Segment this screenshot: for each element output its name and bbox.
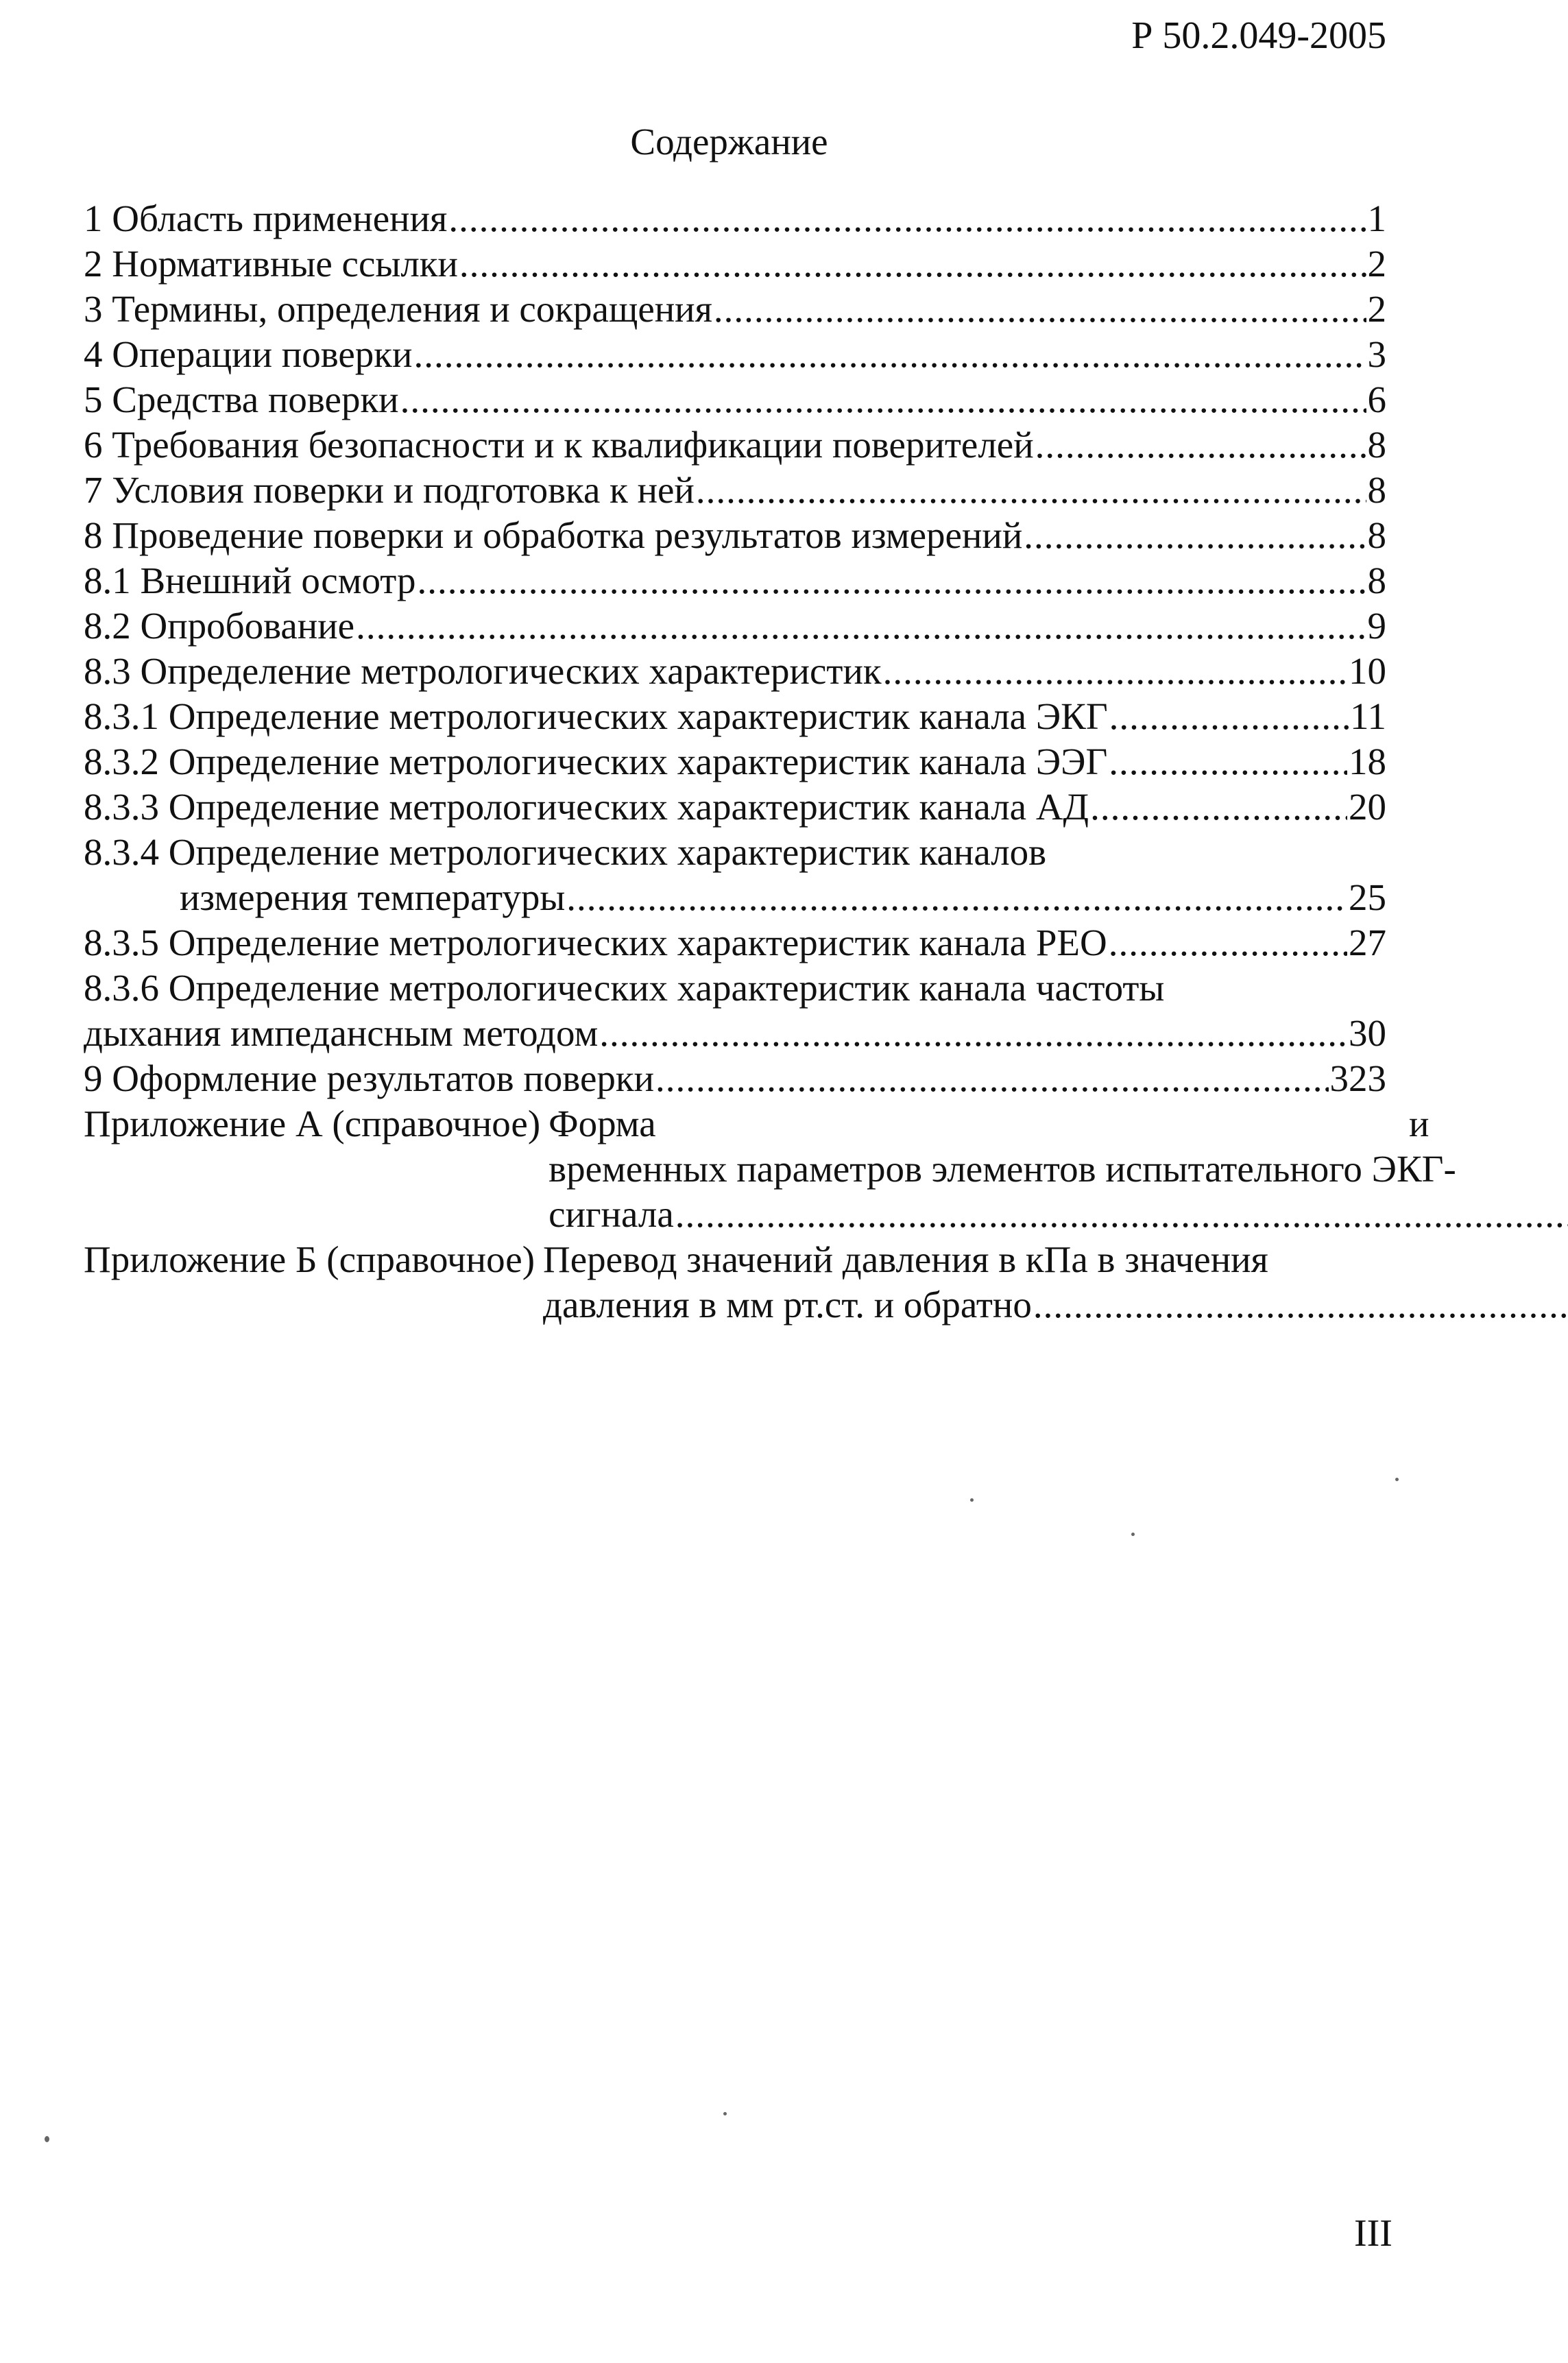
toc-entry-page: 27 <box>1349 922 1386 963</box>
toc-entry-page: 1 <box>1367 197 1386 239</box>
toc-entry-page: 8 <box>1367 560 1386 601</box>
dot-leader <box>1109 920 1347 965</box>
dot-leader <box>356 603 1366 649</box>
appendix-b-line: давления в мм рт.ст. и обратно <box>543 1284 1032 1326</box>
toc-entry <box>84 649 1386 694</box>
toc-entry-title-line: 8.3.4 Определение метрологических характеристик каналов <box>84 831 1047 873</box>
toc-entry-page: 2 <box>1367 243 1386 285</box>
toc-entry-title: 8.3.3 Определение метрологических характеристик канала АД <box>84 786 1089 828</box>
toc-entry-title: 8.1 Внешний осмотр <box>84 560 416 601</box>
scan-speck <box>45 2136 49 2142</box>
appendix-a-line <box>548 1101 1568 1147</box>
scan-speck <box>970 1498 974 1502</box>
dot-leader <box>418 558 1366 603</box>
toc-entry-page: 8 <box>1367 424 1386 466</box>
toc-title: Содержание <box>630 121 828 163</box>
dot-leader <box>696 468 1366 513</box>
appendix-b-body <box>535 1237 1568 1328</box>
toc-entry-title: 1 Область применения <box>84 197 448 239</box>
dot-leader <box>400 377 1366 422</box>
toc-entry-page: 11 <box>1350 695 1386 737</box>
toc-entry-title: 8.2 Опробование <box>84 605 355 647</box>
toc-entry-title: 6 Требования безопасности и к квалификации поверителей <box>84 424 1034 466</box>
toc-entry <box>84 558 1386 603</box>
appendix-b-label: Приложение Б (справочное) <box>84 1238 535 1280</box>
toc-entry <box>84 1056 1386 1101</box>
toc-entry-page: 18 <box>1349 741 1386 782</box>
dot-leader <box>675 1192 1568 1237</box>
toc-entry-title: 8.3 Определение метрологических характеристик <box>84 650 882 692</box>
toc-entry <box>84 422 1386 468</box>
toc-entry-page: 2 <box>1367 288 1386 330</box>
appendix-a-last-line <box>548 1192 1568 1237</box>
appendix-b-last-line <box>543 1282 1568 1328</box>
scan-speck <box>1131 1533 1135 1536</box>
toc-entry <box>84 784 1386 830</box>
document-code: Р 50.2.049-2005 <box>1131 14 1386 57</box>
toc-entry <box>84 287 1386 332</box>
toc-entry <box>84 468 1386 513</box>
dot-leader <box>459 241 1366 287</box>
toc-entry <box>84 332 1386 377</box>
appendix-b-entry <box>84 1237 1386 1328</box>
toc-entry-page: 6 <box>1367 379 1386 420</box>
dot-leader <box>714 287 1366 332</box>
table-of-contents <box>84 196 1456 1328</box>
toc-entry-title: 5 Средства поверки <box>84 379 399 420</box>
dot-leader <box>1109 739 1347 784</box>
appendix-a-label: Приложение А (справочное) <box>84 1103 541 1144</box>
appendix-a-word: Форма <box>548 1103 656 1144</box>
appendix-a-line: временных параметров элементов испытательного ЭКГ- <box>548 1148 1456 1190</box>
toc-entry-page: 323 <box>1329 1057 1386 1099</box>
dot-leader <box>1035 422 1366 468</box>
toc-entry-title: дыхания импедансным методом <box>84 1012 599 1054</box>
dot-leader <box>413 332 1366 377</box>
toc-entry <box>84 241 1386 287</box>
toc-entry-title: 9 Оформление результатов поверки <box>84 1057 655 1099</box>
toc-entry <box>84 196 1386 241</box>
dot-leader <box>1033 1282 1568 1328</box>
appendix-b-line: Перевод значений давления в кПа в значения <box>543 1238 1268 1280</box>
dot-leader <box>448 196 1366 241</box>
toc-entry <box>84 694 1386 739</box>
toc-entry-title: 7 Условия поверки и подготовка к ней <box>84 469 695 511</box>
toc-entry-title: 8 Проведение поверки и обработка результатов измерений <box>84 514 1023 556</box>
toc-entry-title: 8.3.5 Определение метрологических характеристик канала РЕО <box>84 922 1107 963</box>
scan-speck <box>723 2112 727 2115</box>
toc-entry-page: 25 <box>1349 876 1386 918</box>
toc-entry-page: 30 <box>1349 1012 1386 1054</box>
toc-entry-page: 10 <box>1349 650 1386 692</box>
page-number: III <box>1354 2212 1392 2255</box>
dot-leader <box>1109 694 1349 739</box>
scan-speck <box>1395 1478 1399 1481</box>
dot-leader <box>655 1056 1328 1101</box>
dot-leader <box>1024 513 1366 558</box>
toc-entry-title: измерения температуры <box>180 876 566 918</box>
toc-entry-title: 8.3.1 Определение метрологических характеристик канала ЭКГ <box>84 695 1108 737</box>
toc-entry <box>84 513 1386 558</box>
toc-entry-page: 8 <box>1367 469 1386 511</box>
toc-entry <box>84 377 1386 422</box>
toc-entry <box>84 920 1386 965</box>
toc-entry-title: 2 Нормативные ссылки <box>84 243 458 285</box>
appendix-a-word: и <box>1408 1103 1430 1144</box>
toc-entry <box>84 739 1386 784</box>
toc-entry-title-line: 8.3.6 Определение метрологических характеристик канала частоты <box>84 967 1165 1009</box>
appendix-a-line: сигнала <box>548 1193 674 1235</box>
toc-entry <box>84 603 1386 649</box>
appendix-a-body <box>540 1101 1568 1237</box>
toc-entry-title: 3 Термины, определения и сокращения <box>84 288 712 330</box>
toc-entry-page: 8 <box>1367 514 1386 556</box>
dot-leader <box>883 649 1347 694</box>
toc-entry <box>84 875 1386 920</box>
toc-entry-title: 4 Операции поверки <box>84 333 413 375</box>
toc-entry-title: 8.3.2 Определение метрологических характеристик канала ЭЭГ <box>84 741 1108 782</box>
dot-leader <box>1090 784 1347 830</box>
appendix-a-entry <box>84 1101 1456 1237</box>
toc-entry-page: 3 <box>1367 333 1386 375</box>
dot-leader <box>566 875 1347 920</box>
toc-entry-page: 9 <box>1367 605 1386 647</box>
toc-entry <box>84 1011 1386 1056</box>
toc-entry-page: 20 <box>1349 786 1386 828</box>
dot-leader <box>599 1011 1347 1056</box>
